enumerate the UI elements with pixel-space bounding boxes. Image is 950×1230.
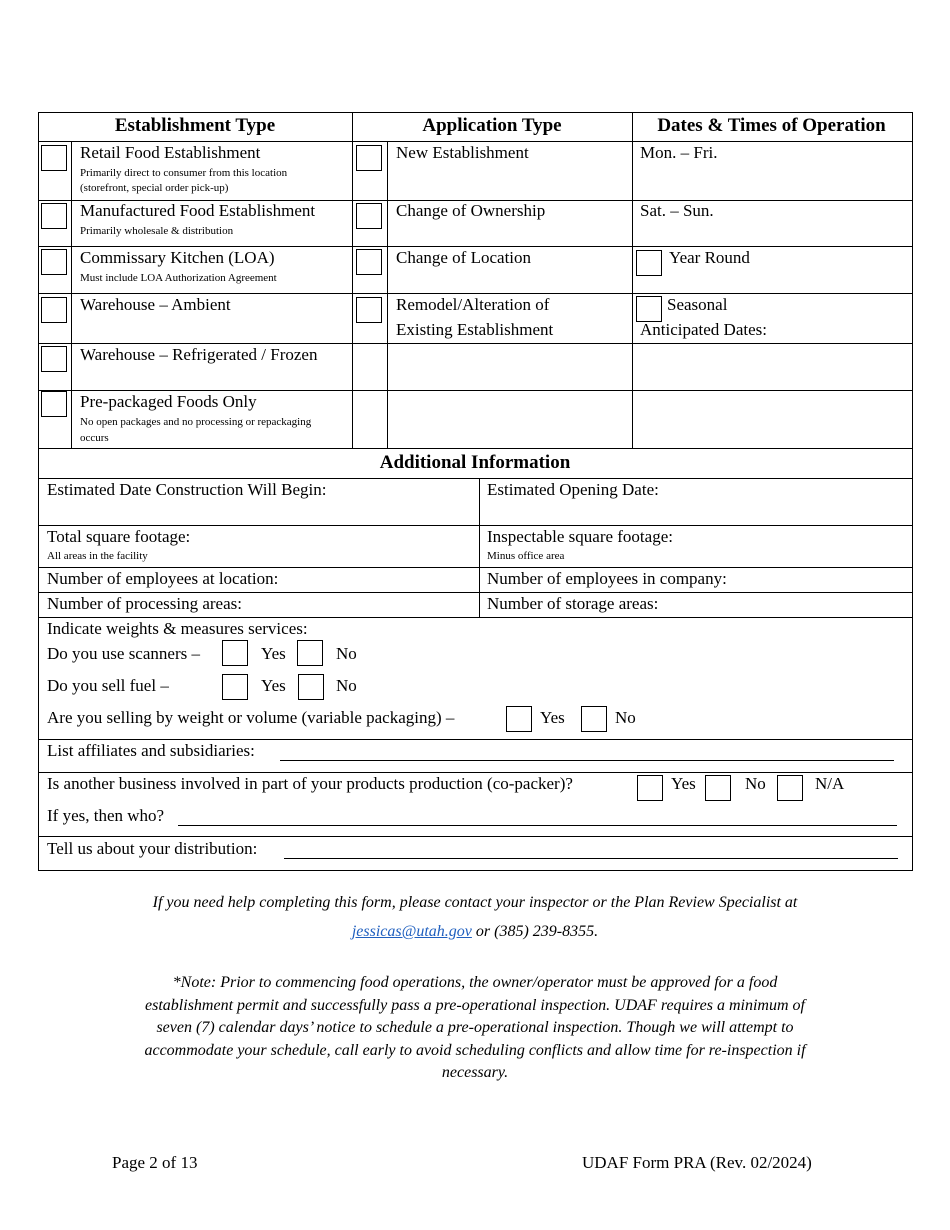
- checkbox-change-ownership[interactable]: [356, 203, 382, 229]
- scanners-question: Do you use scanners –: [47, 644, 200, 663]
- note-line: necessary.: [441, 1064, 509, 1081]
- affiliates-input-line[interactable]: [280, 760, 894, 761]
- row-divider: [38, 772, 912, 773]
- weekends-label: Sat. – Sun.: [640, 201, 714, 220]
- yes-label: Yes: [671, 774, 696, 793]
- opening-date-label: Estimated Opening Date:: [487, 480, 659, 499]
- checkbox-warehouse-ambient[interactable]: [41, 297, 67, 323]
- establishment-label: Retail Food Establishment: [80, 143, 261, 162]
- help-text: If you need help completing this form, please contact your inspector or the Plan Review Specialist at: [152, 894, 798, 911]
- copacker-question: Is another business involved in part of your products production (co-packer)?: [47, 774, 573, 793]
- processing-areas-label: Number of processing areas:: [47, 594, 242, 613]
- checkbox-scanners-yes[interactable]: [222, 640, 248, 666]
- note-line: establishment permit and successfully pass a pre-operational inspection. UDAF requires a minimum of: [145, 996, 805, 1014]
- no-label: No: [336, 644, 357, 663]
- row-divider: [38, 525, 912, 526]
- weights-measures-title: Indicate weights & measures services:: [47, 619, 308, 638]
- yes-label: Yes: [261, 676, 286, 695]
- col-divider: [352, 112, 353, 448]
- col-divider: [71, 141, 72, 448]
- no-label: No: [615, 708, 636, 727]
- establishment-note: Primarily direct to consumer from this location: [80, 167, 288, 179]
- checkbox-commissary-kitchen[interactable]: [41, 249, 67, 275]
- na-label: N/A: [815, 774, 845, 793]
- variable-packaging-question: Are you selling by weight or volume (variable packaging) –: [47, 708, 455, 727]
- row-divider: [38, 343, 912, 344]
- checkbox-warehouse-refrigerated[interactable]: [41, 346, 67, 372]
- col-divider: [479, 478, 480, 617]
- row-divider: [38, 246, 912, 247]
- checkbox-year-round[interactable]: [636, 250, 662, 276]
- checkbox-fuel-yes[interactable]: [222, 674, 248, 700]
- row-divider: [38, 592, 912, 593]
- weekdays-label: Mon. – Fri.: [640, 143, 718, 162]
- checkbox-variable-no[interactable]: [581, 706, 607, 732]
- checkbox-new-establishment[interactable]: [356, 145, 382, 171]
- row-divider: [38, 836, 912, 837]
- fuel-question: Do you sell fuel –: [47, 676, 169, 695]
- note-line: seven (7) calendar days’ notice to schedule a pre-operational inspection. Though we will attempt to: [156, 1019, 794, 1036]
- checkbox-variable-yes[interactable]: [506, 706, 532, 732]
- if-yes-label: If yes, then who?: [47, 806, 165, 825]
- row-divider: [38, 617, 912, 618]
- establishment-label: Manufactured Food Establishment: [80, 201, 316, 220]
- inspectable-sqft-note: Minus office area: [487, 550, 565, 562]
- row-divider: [38, 448, 912, 449]
- row-divider: [38, 390, 912, 391]
- col-divider: [632, 112, 633, 448]
- yes-label: Yes: [540, 708, 565, 727]
- email-link[interactable]: jessicas@utah.gov: [351, 923, 472, 940]
- storage-areas-label: Number of storage areas:: [487, 594, 659, 613]
- checkbox-copacker-yes[interactable]: [637, 775, 663, 801]
- note-line: *Note: Prior to commencing food operations, the owner/operator must be approved for a food: [172, 974, 778, 991]
- checkbox-scanners-no[interactable]: [297, 640, 323, 666]
- distribution-label: Tell us about your distribution:: [47, 839, 258, 858]
- checkbox-manufactured-food[interactable]: [41, 203, 67, 229]
- application-label: New Establishment: [396, 143, 529, 162]
- establishment-note: Must include LOA Authorization Agreement: [80, 272, 277, 284]
- no-label: No: [745, 774, 766, 793]
- help-contact: [0, 921, 950, 944]
- row-divider: [38, 141, 912, 142]
- anticipated-dates-label: Anticipated Dates:: [640, 320, 767, 339]
- employees-company-label: Number of employees in company:: [487, 569, 727, 588]
- establishment-label: Warehouse – Refrigerated / Frozen: [80, 345, 318, 364]
- checkbox-seasonal[interactable]: [636, 296, 662, 322]
- header-dates-times: Dates & Times of Operation: [657, 115, 886, 136]
- row-divider: [38, 293, 912, 294]
- establishment-label: Warehouse – Ambient: [80, 295, 231, 314]
- establishment-label: Pre-packaged Foods Only: [80, 392, 257, 411]
- page-number: Page 2 of 13: [112, 1153, 198, 1172]
- establishment-label: Commissary Kitchen (LOA): [80, 248, 275, 267]
- employees-location-label: Number of employees at location:: [47, 569, 279, 588]
- total-sqft-label: Total square footage:: [47, 527, 191, 546]
- application-label: Change of Ownership: [396, 201, 546, 220]
- inspectable-sqft-label: Inspectable square footage:: [487, 527, 673, 546]
- phone-text: or (385) 239-8355.: [471, 923, 599, 940]
- row-divider: [38, 567, 912, 568]
- distribution-input-line[interactable]: [284, 858, 898, 859]
- if-yes-input-line[interactable]: [178, 825, 897, 826]
- no-label: No: [336, 676, 357, 695]
- application-label: Existing Establishment: [396, 320, 554, 339]
- construction-begin-label: Estimated Date Construction Will Begin:: [47, 480, 327, 499]
- note-line: accommodate your schedule, call early to avoid scheduling conflicts and allow time for re-inspection if: [144, 1041, 806, 1059]
- yes-label: Yes: [261, 644, 286, 663]
- seasonal-label: Seasonal: [667, 295, 728, 314]
- checkbox-copacker-no[interactable]: [705, 775, 731, 801]
- checkbox-change-location[interactable]: [356, 249, 382, 275]
- header-application-type: Application Type: [422, 115, 562, 136]
- checkbox-remodel[interactable]: [356, 297, 382, 323]
- row-divider: [38, 478, 912, 479]
- application-label: Change of Location: [396, 248, 532, 267]
- total-sqft-note: All areas in the facility: [47, 550, 148, 562]
- col-divider: [387, 141, 388, 448]
- application-label: Remodel/Alteration of: [396, 295, 550, 314]
- form-id: UDAF Form PRA (Rev. 02/2024): [582, 1153, 812, 1172]
- establishment-note: occurs: [80, 432, 109, 444]
- header-establishment-type: Establishment Type: [114, 115, 276, 136]
- checkbox-fuel-no[interactable]: [298, 674, 324, 700]
- establishment-note: No open packages and no processing or repackaging: [80, 416, 312, 428]
- additional-information-heading: Additional Information: [379, 452, 571, 473]
- establishment-note: Primarily wholesale & distribution: [80, 225, 234, 237]
- establishment-note: (storefront, special order pick-up): [80, 182, 229, 194]
- affiliates-label: List affiliates and subsidiaries:: [47, 741, 255, 760]
- checkbox-prepackaged-foods[interactable]: [41, 391, 67, 417]
- year-round-label: Year Round: [669, 248, 750, 267]
- row-divider: [38, 739, 912, 740]
- checkbox-retail-food[interactable]: [41, 145, 67, 171]
- checkbox-copacker-na[interactable]: [777, 775, 803, 801]
